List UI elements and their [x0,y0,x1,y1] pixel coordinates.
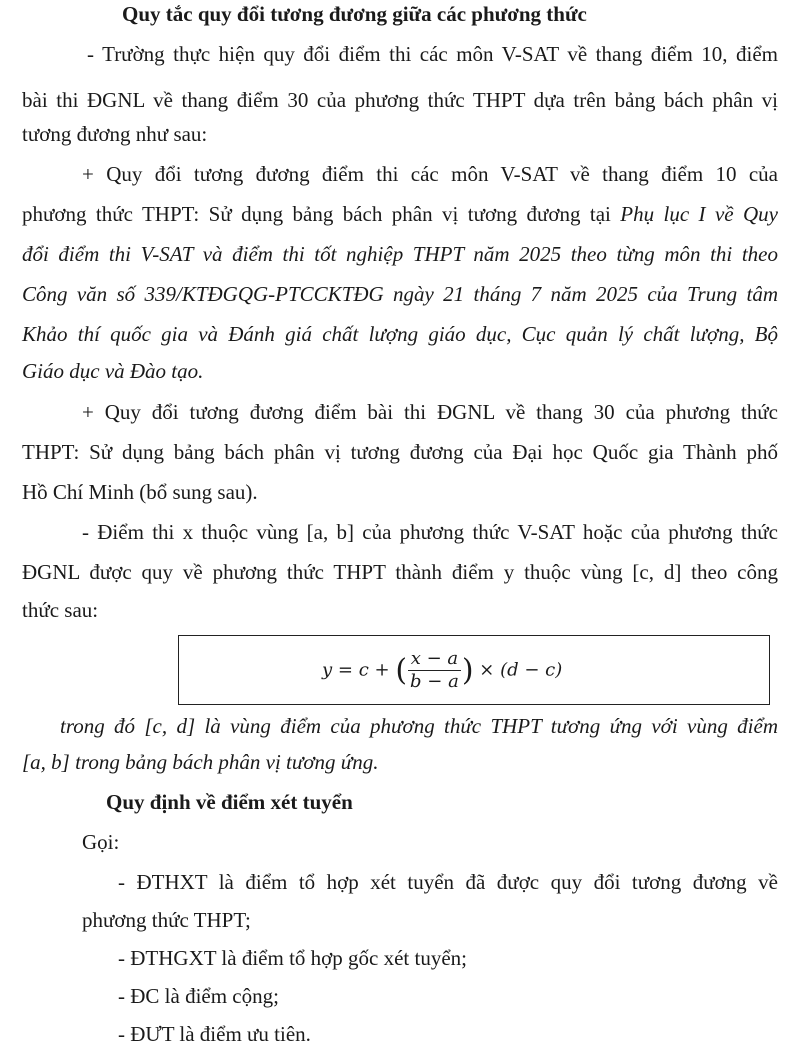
paragraph-3-line-2: THPT: Sử dụng bảng bách phân vị tương đương của Đại học Quốc gia Thành phố [22,440,778,464]
paragraph-2-line-2 [22,200,778,228]
paragraph-1-line-3: tương đương như sau: [22,122,208,146]
definition-4: - ĐƯT là điểm ưu tiên. [118,1022,311,1046]
paragraph-5-line-1: trong đó [c, d] là vùng điểm của phương thức THPT tương ứng với vùng điểm [60,714,778,738]
paragraph-4-line-2: ĐGNL được quy về phương thức THPT thành điểm y thuộc vùng [c, d] theo công [22,560,778,584]
paragraph-1-line-1: - Trường thực hiện quy đổi điểm thi các môn V-SAT về thang điểm 10, điểm [87,42,778,66]
paragraph-2-line-5: Khảo thí quốc gia và Đánh giá chất lượng giáo dục, Cục quản lý chất lượng, Bộ [22,322,778,346]
paragraph-5-line-2: [a, b] trong bảng bách phân vị tương ứng. [22,750,379,774]
formula-close-paren: ) [461,653,474,688]
formula-numerator: x − a [408,648,461,671]
paragraph-2-line-1: + Quy đổi tương đương điểm thi các môn V-SAT về thang điểm 10 của [82,162,778,186]
section-heading-2: Quy định về điểm xét tuyển [106,790,353,814]
formula-open-paren: ( [395,653,408,688]
definition-1-line-2: phương thức THPT; [82,908,251,932]
definition-2: - ĐTHGXT là điểm tổ hợp gốc xét tuyển; [118,946,467,970]
paragraph-3-line-3: Hồ Chí Minh (bổ sung sau). [22,480,258,504]
paragraph-1-line-2: bài thi ĐGNL về thang điểm 30 của phương thức THPT dựa trên bảng bách phân vị [22,88,778,112]
paragraph-2-line-6: Giáo dục và Đào tạo. [22,359,204,383]
paragraph-2-line-2-normal: phương thức THPT: Sử dụng bảng bách phân vị tương đương tại [22,202,621,226]
annex-reference: Phụ lục I về Quy [620,202,778,226]
paragraph-2-line-4: Công văn số 339/KTĐGQG-PTCCKTĐG ngày 21 tháng 7 năm 2025 của Trung tâm [22,282,778,306]
formula-denominator: b − a [410,671,459,692]
formula-fraction [408,648,461,693]
section-title: Quy tắc quy đổi tương đương giữa các phương thức [122,2,587,26]
definition-3: - ĐC là điểm cộng; [118,984,279,1008]
paragraph-4-line-1: - Điểm thi x thuộc vùng [a, b] của phương thức V-SAT hoặc của phương thức [82,520,778,544]
paragraph-3-line-1: + Quy đổi tương đương điểm bài thi ĐGNL về thang 30 của phương thức [82,400,778,424]
paragraph-2-line-3: đổi điểm thi V-SAT và điểm thi tốt nghiệp THPT năm 2025 theo từng môn thi theo [22,242,778,266]
formula-lhs: y = c + [322,659,390,681]
definition-1-line-1: - ĐTHXT là điểm tổ hợp xét tuyển đã được quy đổi tương đương về [118,870,778,894]
conversion-formula [322,648,562,693]
formula-rhs: × (d − c) [479,659,563,681]
goi-label: Gọi: [82,830,120,854]
paragraph-4-line-3: thức sau: [22,598,99,622]
